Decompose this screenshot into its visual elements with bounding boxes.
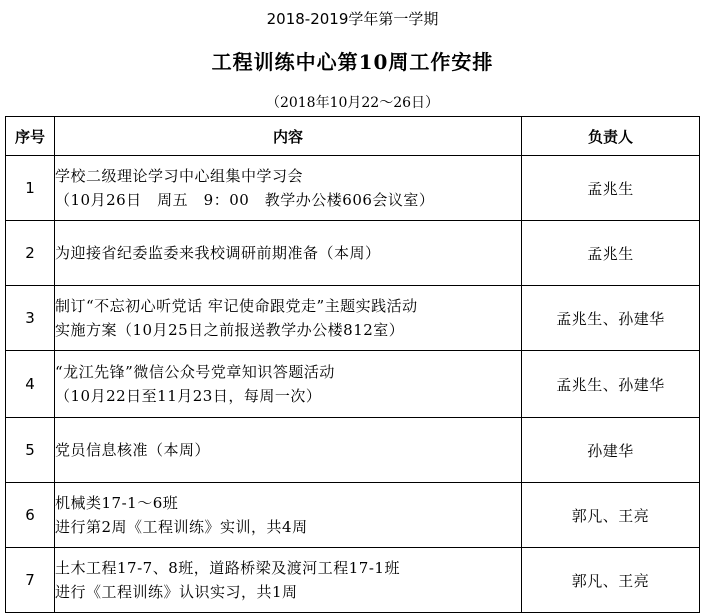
content-line: 进行《工程训练》认识实习，共1周 [55,583,298,601]
table-header-row [6,117,700,156]
content-line: 学校二级理论学习中心组集中学习会 [55,167,304,185]
row-content [55,483,522,548]
row-owner: 孟兆生、孙建华 [522,286,700,351]
content-line: 为迎接省纪委监委来我校调研前期准备（本周） [55,244,381,262]
row-owner: 孟兆生 [522,221,700,286]
table-row [6,418,700,483]
table-row [6,221,700,286]
row-owner: 郭凡、王亮 [522,483,700,548]
content-line: （10月22日至11月23日，每周一次） [55,387,322,405]
page-title: 工程训练中心第10周工作安排 [211,50,494,74]
content-line: 实施方案（10月25日之前报送教学办公楼812室） [55,321,405,339]
table-row [6,548,700,613]
column-header-content: 内容 [55,117,522,156]
content-line: “龙江先锋”微信公众号党章知识答题活动 [55,363,335,381]
semester-label: 2018-2019学年第一学期 [266,10,439,28]
row-content [55,156,522,221]
column-header-owner: 负责人 [522,117,700,156]
table-row [6,286,700,351]
content-line: （10月26日 周五 9：00 教学办公楼606会议室） [55,191,435,209]
row-number: 5 [6,418,55,483]
table-row [6,156,700,221]
row-number: 3 [6,286,55,351]
row-number: 6 [6,483,55,548]
row-content [55,351,522,418]
row-content [55,286,522,351]
content-line: 土木工程17-7、8班，道路桥梁及渡河工程17-1班 [55,559,400,577]
row-owner: 孙建华 [522,418,700,483]
row-owner: 孟兆生 [522,156,700,221]
row-number: 7 [6,548,55,613]
row-number: 4 [6,351,55,418]
row-content [55,418,522,483]
row-owner: 孟兆生、孙建华 [522,351,700,418]
row-content [55,548,522,613]
content-line: 进行第2周《工程训练》实训，共4周 [55,518,308,536]
content-line: 党员信息核准（本周） [55,441,211,459]
row-content [55,221,522,286]
table-row [6,483,700,548]
content-line: 机械类17-1～6班 [55,494,179,512]
row-number: 1 [6,156,55,221]
date-range: （2018年10月22～26日） [265,95,440,111]
content-line: 制订“不忘初心听党话 牢记使命跟党走”主题实践活动 [55,297,418,315]
row-owner: 郭凡、王亮 [522,548,700,613]
schedule-table [5,116,700,613]
table-row [6,351,700,418]
column-header-number: 序号 [6,117,55,156]
row-number: 2 [6,221,55,286]
